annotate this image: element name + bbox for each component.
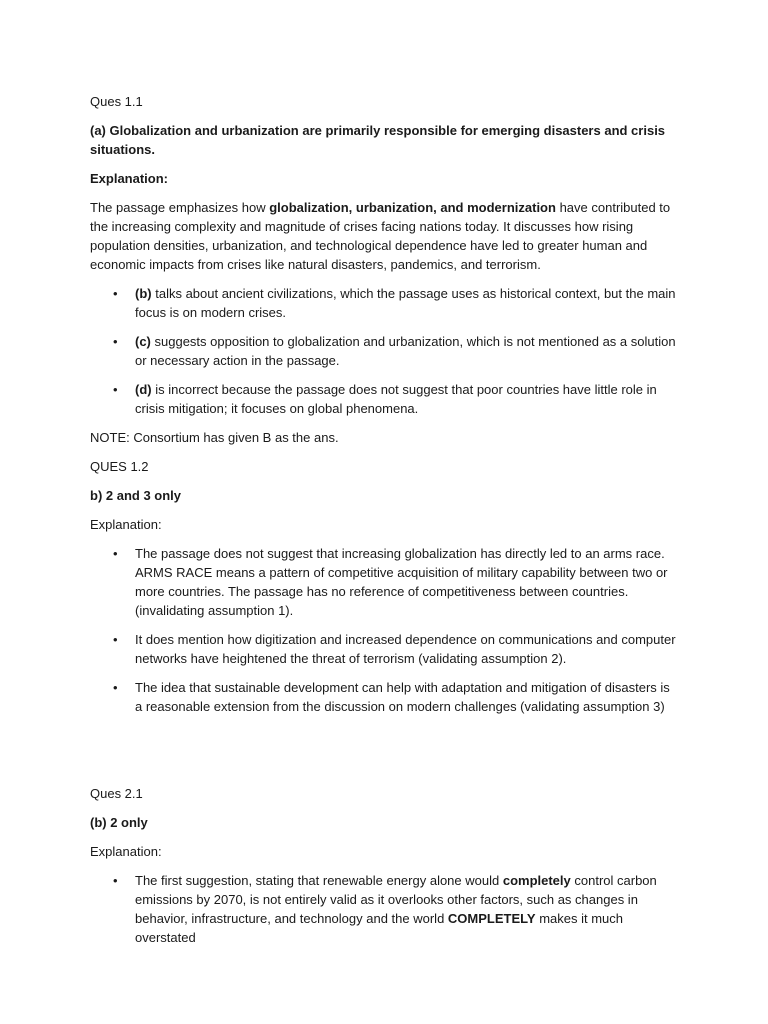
spacer bbox=[90, 726, 680, 784]
list-item bbox=[90, 332, 680, 370]
document-content bbox=[90, 92, 680, 957]
text-run: The passage emphasizes how bbox=[90, 200, 270, 215]
answer-text: b) 2 and 3 only bbox=[90, 488, 182, 503]
question-heading: Ques 2.1 bbox=[90, 786, 143, 801]
answer-text: (b) 2 only bbox=[90, 815, 148, 830]
explanation-label: Explanation: bbox=[90, 517, 162, 532]
list-item bbox=[90, 284, 680, 322]
question-heading: QUES 1.2 bbox=[90, 459, 149, 474]
list-item: • The passage does not suggest that increasing globalization has directly led to an arms race. ARMS RACE means a pattern of competitive acquisition of military capability between two or more countries. The passage has no reference of competitiveness between countries. (invalidating assumption 1). bbox=[90, 544, 680, 620]
option-label: (d) bbox=[135, 382, 152, 397]
explanation-paragraph bbox=[90, 198, 680, 274]
option-text: suggests opposition to globalization and urbanization, which is not mentioned as a solution or necessary action in the passage. bbox=[135, 334, 676, 368]
text-run: control carbon emissions by 2070, is not entirely valid as it overlooks other factors, such as changes in behavior, infrastructure, and technology and the world bbox=[135, 873, 657, 926]
answer-text: (a) Globalization and urbanization are primarily responsible for emerging disasters and crisis situations. bbox=[90, 123, 666, 157]
option-text: talks about ancient civilizations, which the passage uses as historical context, but the main focus is on modern crises. bbox=[135, 286, 676, 320]
option-label: (c) bbox=[135, 334, 151, 349]
option-text: is incorrect because the passage does not suggest that poor countries have little role in crisis mitigation; it focuses on global phenomena. bbox=[135, 382, 657, 416]
option-list bbox=[90, 284, 680, 418]
note-text: NOTE: Consortium has given B as the ans. bbox=[90, 430, 339, 445]
explanation-label: Explanation: bbox=[90, 171, 169, 186]
text-run: have contributed to the increasing complexity and magnitude of crises facing nations today. It discusses how rising population densities, urbanization, and technological dependence have led to greater human and economic impacts from crises like natural disasters, pandemics, and terrorism. bbox=[90, 200, 671, 272]
list-item: • It does mention how digitization and increased dependence on communications and computer networks have heightened the threat of terrorism (validating assumption 2). bbox=[90, 630, 680, 668]
reason-list bbox=[90, 871, 680, 947]
reason-list bbox=[90, 544, 680, 716]
list-item: • The idea that sustainable development can help with adaptation and mitigation of disasters is a reasonable extension from the discussion on modern challenges (validating assumption 3) bbox=[90, 678, 680, 716]
explanation-label: Explanation: bbox=[90, 844, 162, 859]
list-item bbox=[90, 871, 680, 947]
bold-run: completely bbox=[502, 873, 571, 888]
list-item bbox=[90, 380, 680, 418]
option-label: (b) bbox=[135, 286, 152, 301]
question-heading: Ques 1.1 bbox=[90, 94, 143, 109]
text-run: The first suggestion, stating that renewable energy alone would bbox=[135, 873, 503, 888]
bold-run: COMPLETELY bbox=[447, 911, 536, 926]
text-run: makes it much overstated bbox=[135, 911, 623, 945]
bold-run: globalization, urbanization, and modernization bbox=[269, 200, 556, 215]
